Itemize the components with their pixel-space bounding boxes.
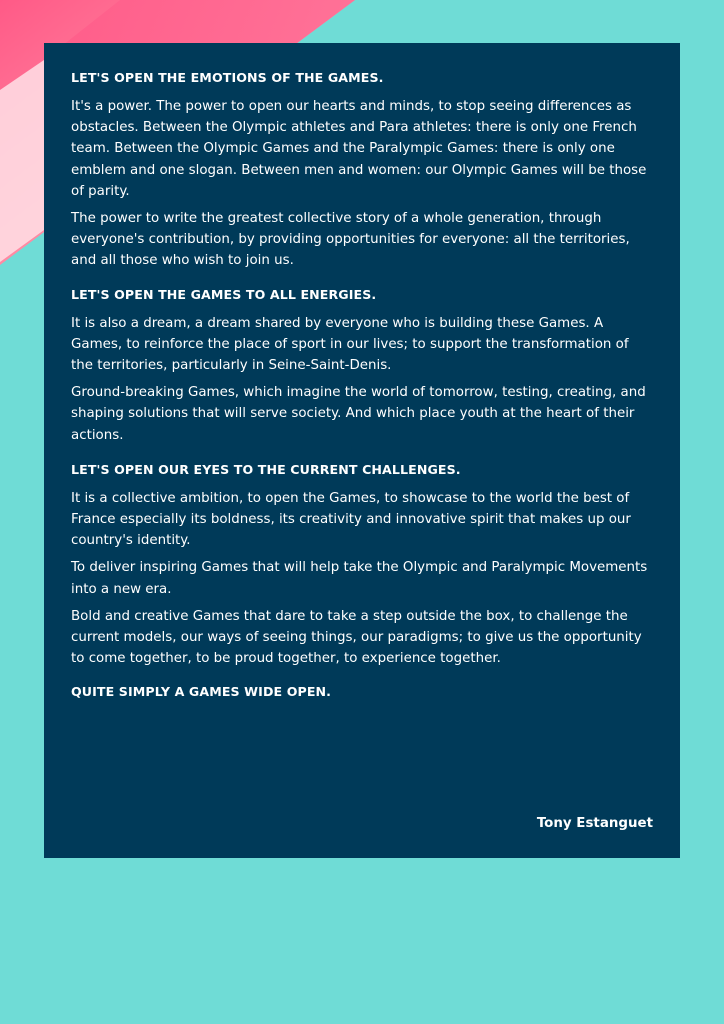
closing-statement: QUITE SIMPLY A GAMES WIDE OPEN.: [71, 684, 332, 700]
signature: Tony Estanguet: [536, 816, 653, 831]
section-paragraph: It's a power. The power to open our hearts and minds, to stop seeing differences as obstacles. Between the Olympic athletes and Para athletes: there is only one French team. Between the Olympic Games and the Paralympic Games: there is only one emblem and one slogan. Between men and women: our Olympic Games will be those of parity.: [71, 99, 647, 199]
section-emotions: [71, 69, 654, 272]
section-paragraph: To deliver inspiring Games that will help take the Olympic and Paralympic Movements into a new era.: [71, 560, 648, 597]
section-paragraph: The power to write the greatest collective story of a whole generation, through everyone's contribution, by providing opportunities for everyone: all the territories, and all those who wish to join us.: [71, 211, 630, 269]
text-panel: [44, 43, 680, 858]
section-heading: LET'S OPEN THE EMOTIONS OF THE GAMES.: [71, 70, 384, 85]
pale-ribbon-shape: [0, 60, 44, 262]
section-heading: LET'S OPEN OUR EYES TO THE CURRENT CHALLENGES.: [71, 461, 461, 477]
section-energies: [71, 286, 654, 446]
section-heading: LET'S OPEN THE GAMES TO ALL ENERGIES.: [71, 286, 377, 302]
section-challenges: [71, 461, 654, 670]
section-paragraph: It is also a dream, a dream shared by everyone who is building these Games. A Games, to reinforce the place of sport in our lives; to support the transformation of the territories, particularly in Seine-Saint-Denis.: [71, 315, 629, 374]
section-paragraph: Bold and creative Games that dare to take a step outside the box, to challenge the current models, our ways of seeing things, our paradigms; to give us the opportunity to come together, to be proud together, to experience together.: [71, 608, 642, 667]
section-paragraph: It is a collective ambition, to open the Games, to showcase to the world the best of France especially its boldness, its creativity and innovative spirit that makes up our country's identity.: [71, 490, 631, 549]
section-paragraph: Ground-breaking Games, which imagine the world of tomorrow, testing, creating, and shaping solutions that will serve society. And which place youth at the heart of their actions.: [71, 385, 646, 443]
